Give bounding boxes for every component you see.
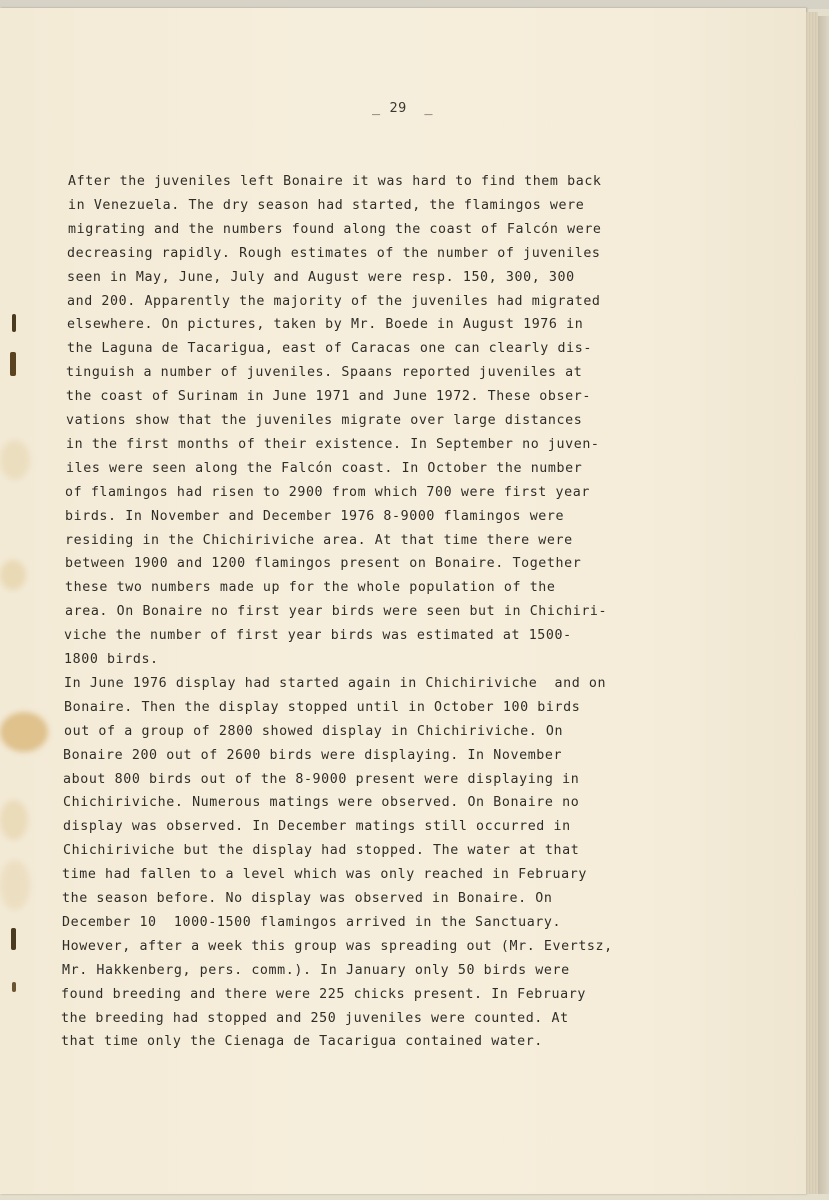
text-line: vations show that the juveniles migrate over large distances	[66, 413, 583, 428]
text-line: tinguish a number of juveniles. Spaans reported juveniles at	[66, 365, 583, 380]
text-line: birds. In November and December 1976 8-9000 flamingos were	[65, 509, 565, 524]
text-line: decreasing rapidly. Rough estimates of the number of juveniles	[67, 246, 601, 261]
text-line: about 800 birds out of the 8-9000 present were displaying in	[63, 772, 580, 787]
text-line: December 10 1000-1500 flamingos arrived in the Sanctuary.	[62, 915, 562, 930]
text-line: Chichiriviche but the display had stopped. The water at that	[63, 843, 580, 858]
text-line: In June 1976 display had started again in Chichiriviche and on	[64, 676, 607, 691]
text-line: residing in the Chichiriviche area. At that time there were	[65, 533, 573, 548]
text-line: display was observed. In December matings still occurred in	[63, 819, 571, 834]
text-line: Chichiriviche. Numerous matings were observed. On Bonaire no	[63, 795, 580, 810]
text-line: area. On Bonaire no first year birds were seen but in Chichiri-	[65, 604, 608, 619]
text-line: After the juveniles left Bonaire it was hard to find them back	[68, 174, 602, 189]
text-line: time had fallen to a level which was only reached in February	[62, 867, 587, 882]
text-line: the coast of Surinam in June 1971 and June 1972. These obser-	[66, 389, 591, 404]
text-line: found breeding and there were 225 chicks present. In February	[61, 987, 586, 1002]
text-line: seen in May, June, July and August were resp. 150, 300, 300	[67, 270, 575, 285]
text-line: Bonaire 200 out of 2600 birds were displaying. In November	[63, 748, 563, 763]
text-line: these two numbers made up for the whole population of the	[65, 580, 556, 595]
text-line: of flamingos had risen to 2900 from which 700 were first year	[65, 485, 590, 500]
text-line: Bonaire. Then the display stopped until in October 100 birds	[64, 700, 581, 715]
text-line: iles were seen along the Falcón coast. In October the number	[66, 461, 583, 476]
text-line: between 1900 and 1200 flamingos present on Bonaire. Together	[65, 556, 582, 571]
text-line: Mr. Hakkenberg, pers. comm.). In January only 50 birds were	[62, 963, 570, 978]
text-line: in Venezuela. The dry season had started, the flamingos were	[68, 198, 585, 213]
text-line: in the first months of their existence. In September no juven-	[66, 437, 600, 452]
text-line: out of a group of 2800 showed display in Chichiriviche. On	[64, 724, 564, 739]
text-line: 1800 birds.	[64, 652, 159, 667]
text-line: the season before. No display was observed in Bonaire. On	[62, 891, 553, 906]
text-line: the Laguna de Tacarigua, east of Caracas one can clearly dis-	[67, 341, 592, 356]
text-line: and 200. Apparently the majority of the juveniles had migrated	[67, 294, 601, 309]
text-line: However, after a week this group was spreading out (Mr. Evertsz,	[62, 939, 613, 954]
binding-edge	[818, 16, 829, 1194]
text-line: that time only the Cienaga de Tacarigua contained water.	[61, 1034, 543, 1049]
text-line: the breeding had stopped and 250 juveniles were counted. At	[61, 1011, 569, 1026]
page-stack-edge	[806, 12, 818, 1194]
text-line: viche the number of first year birds was estimated at 1500-	[64, 628, 572, 643]
text-line: migrating and the numbers found along the coast of Falcón were	[68, 222, 602, 237]
page-number: _ 29 _	[372, 100, 434, 116]
text-line: elsewhere. On pictures, taken by Mr. Boede in August 1976 in	[67, 317, 584, 332]
